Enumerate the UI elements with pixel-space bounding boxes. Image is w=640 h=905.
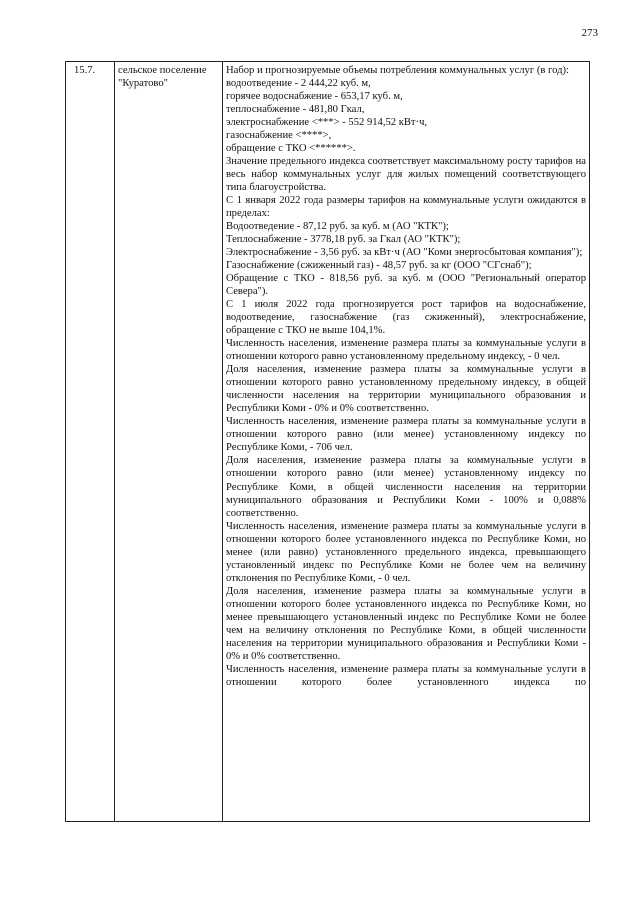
content-paragraph: Газоснабжение (сжиженный газ) - 48,57 руб. за кг (ООО "СГснаб");: [226, 260, 532, 272]
content-paragraph: теплоснабжение - 481,80 Гкал,: [226, 104, 365, 116]
content-paragraph: Численность населения, изменение размера платы за коммунальные услуги в отношении которого более установленного индекса по Республике Коми, но менее (или равно) установленного предельного индекса, превышающего установленный индекс по Республике Коми не более чем на величину отклонения по Республике Коми, - 0 чел.: [226, 520, 586, 584]
content-paragraph: водоотведение - 2 444,22 куб. м,: [226, 78, 371, 90]
tariff-table: [65, 61, 590, 822]
content-paragraph: обращение с ТКО <******>.: [226, 143, 356, 155]
content-paragraph: Численность населения, изменение размера платы за коммунальные услуги в отношении которого равно (или менее) установленному индексу по Республике Коми, - 706 чел.: [226, 416, 586, 454]
content-paragraph: Набор и прогнозируемые объемы потребления коммунальных услуг (в год):: [226, 65, 569, 76]
row-number-cell: [66, 62, 115, 822]
settlement-name-cell: [115, 62, 223, 822]
content-paragraph: Электроснабжение - 3,56 руб. за кВт·ч (АО "Коми энергосбытовая компания");: [226, 247, 583, 259]
page-number: 273: [581, 27, 598, 39]
content-paragraph: Численность населения, изменение размера платы за коммунальные услуги в отношении которого более установленного индекса по: [226, 663, 586, 688]
tariff-description-cell: [223, 62, 590, 822]
content-paragraph: газоснабжение <****>,: [226, 130, 332, 142]
table-row: [66, 62, 590, 822]
content-paragraph: Значение предельного индекса соответствует максимальному росту тарифов на весь набор коммунальных услуг для жилых помещений соответствующего типа благоустройства.: [226, 156, 586, 194]
content-paragraph: Численность населения, изменение размера платы за коммунальные услуги в отношении которого равно установленному предельному индексу, - 0 чел.: [226, 338, 586, 363]
content-paragraph: горячее водоснабжение - 653,17 куб. м,: [226, 91, 403, 103]
content-paragraph: Водоотведение - 87,12 руб. за куб. м (АО "КТК");: [226, 221, 449, 233]
content-paragraph: электроснабжение <***> - 552 914,52 кВт·ч,: [226, 117, 428, 129]
content-paragraph: Доля населения, изменение размера платы за коммунальные услуги в отношении которого более установленного индекса по Республике Коми, но менее превышающего установленный индекс по Республике Коми не более чем на величину отклонения по Республике Коми, в общей численности населения на территории муниципального образования и Республики Коми - 0% и 0% соответственно.: [226, 585, 586, 662]
row-number: 15.7.: [74, 65, 96, 76]
content-paragraph: Теплоснабжение - 3778,18 руб. за Гкал (АО "КТК");: [226, 234, 461, 246]
settlement-name: сельское поселение "Куратово": [118, 65, 207, 90]
content-paragraph: С 1 июля 2022 года прогнозируется рост тарифов на водоснабжение, водоотведение, газоснабжение (газ сжиженный), электроснабжение, обращение с ТКО не выше 104,1%.: [226, 299, 586, 337]
content-paragraph: Доля населения, изменение размера платы за коммунальные услуги в отношении которого равно (или менее) установленному индексу по Республике Коми, в общей численности населения на территории муниципального образования и Республики Коми - 100% и 0,088% соответственно.: [226, 455, 586, 519]
content-paragraph: Доля населения, изменение размера платы за коммунальные услуги в отношении которого равно установленному предельному индексу, в общей численности населения на территории муниципального образования и Республики Коми - 0% и 0% соответственно.: [226, 364, 586, 415]
content-paragraph: Обращение с ТКО - 818,56 руб. за куб. м (ООО "Региональный оператор Севера").: [226, 273, 586, 298]
content-paragraph: С 1 января 2022 года размеры тарифов на коммунальные услуги ожидаются в пределах:: [226, 195, 586, 220]
